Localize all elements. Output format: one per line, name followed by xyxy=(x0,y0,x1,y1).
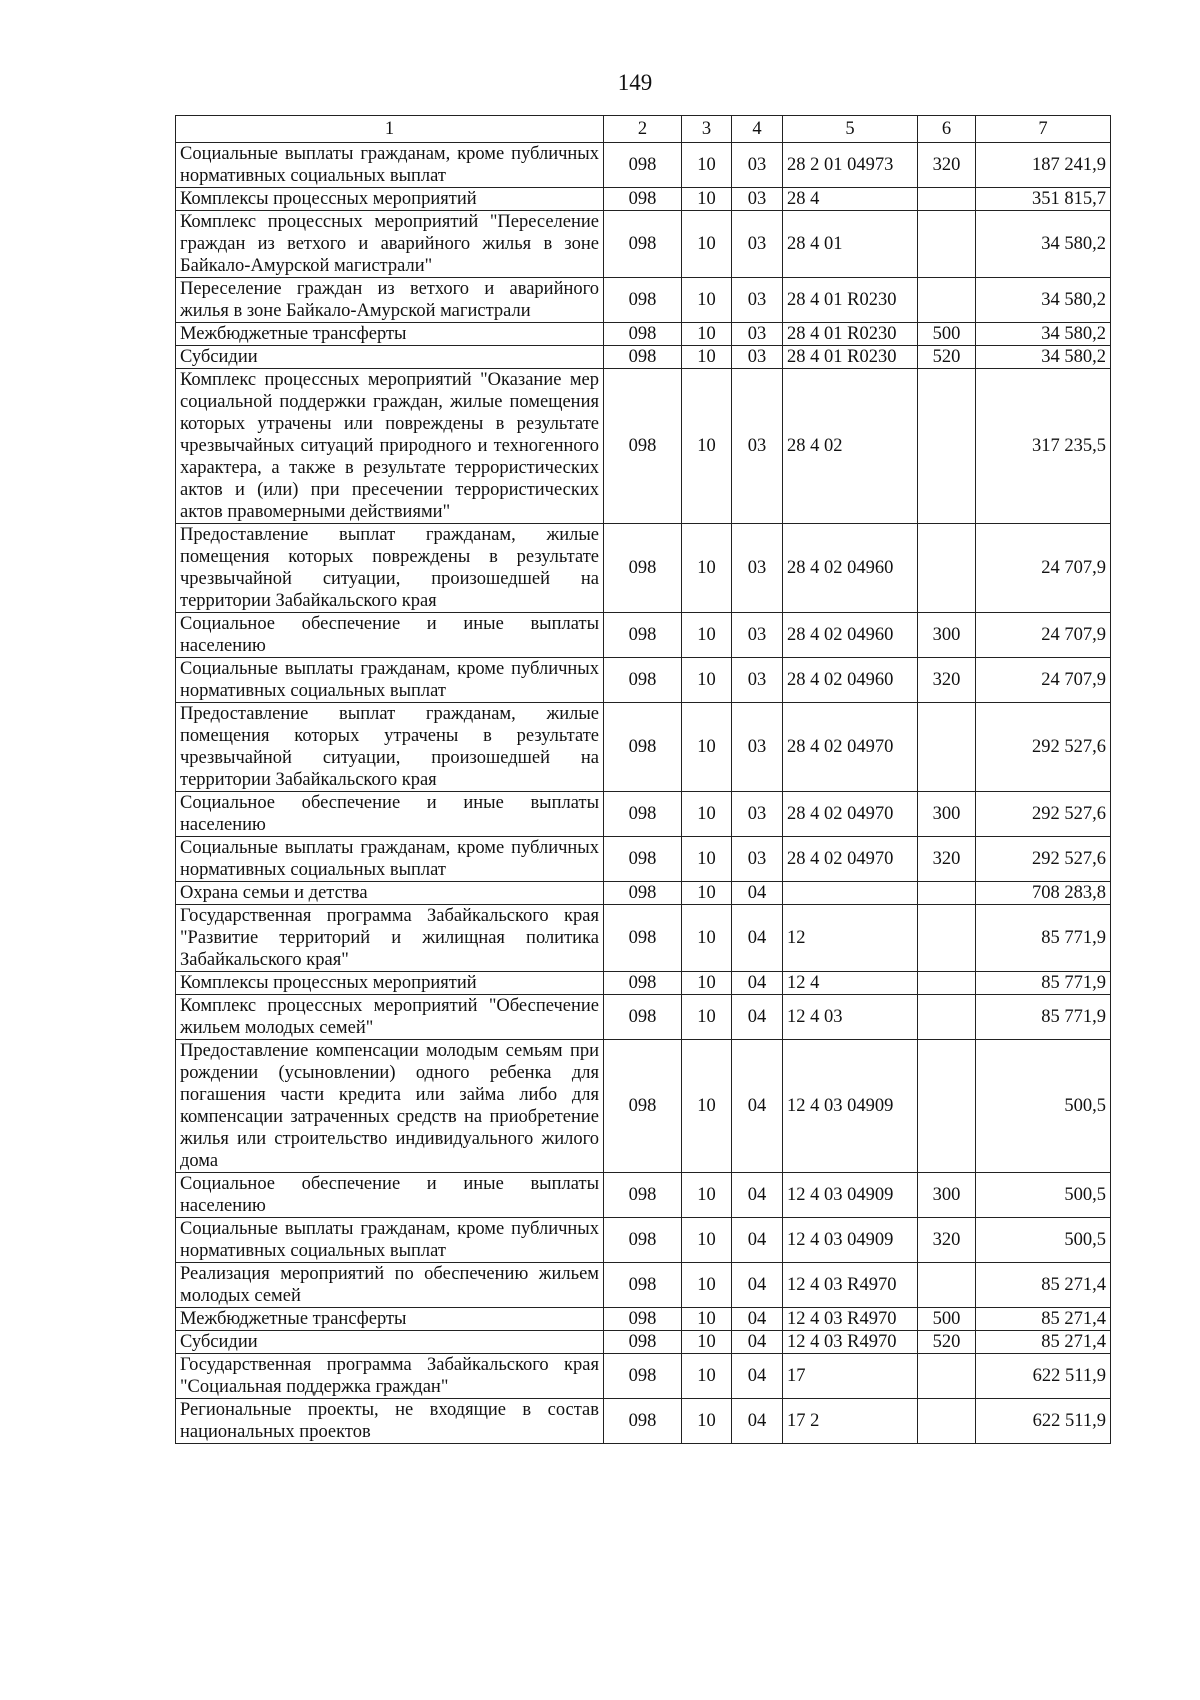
row-ministry-code: 098 xyxy=(604,703,682,792)
row-amount: 34 580,2 xyxy=(976,346,1111,369)
row-section: 10 xyxy=(682,1308,732,1331)
row-target-article: 12 xyxy=(783,905,918,972)
row-section: 10 xyxy=(682,882,732,905)
row-expense-type xyxy=(918,995,976,1040)
row-ministry-code: 098 xyxy=(604,346,682,369)
row-amount: 34 580,2 xyxy=(976,323,1111,346)
row-target-article: 12 4 03 R4970 xyxy=(783,1263,918,1308)
row-subsection: 03 xyxy=(732,323,783,346)
row-subsection: 03 xyxy=(732,346,783,369)
row-ministry-code: 098 xyxy=(604,143,682,188)
row-subsection: 04 xyxy=(732,972,783,995)
row-subsection: 04 xyxy=(732,995,783,1040)
row-expense-type: 500 xyxy=(918,1308,976,1331)
header-col-3: 3 xyxy=(682,116,732,143)
row-name: Предоставление компенсации молодым семьям при рождении (усыновлении) одного ребенка для погашения части кредита или займа либо для компенсации затраченных средств на приобретение жилья или строительство индивидуального жилого дома xyxy=(176,1040,604,1173)
row-name: Охрана семьи и детства xyxy=(176,882,604,905)
row-target-article: 12 4 03 04909 xyxy=(783,1173,918,1218)
row-name: Комплексы процессных мероприятий xyxy=(176,972,604,995)
table-row xyxy=(176,703,1111,792)
row-amount: 292 527,6 xyxy=(976,837,1111,882)
row-name: Субсидии xyxy=(176,346,604,369)
row-ministry-code: 098 xyxy=(604,995,682,1040)
row-amount: 85 771,9 xyxy=(976,995,1111,1040)
row-amount: 85 771,9 xyxy=(976,905,1111,972)
row-ministry-code: 098 xyxy=(604,792,682,837)
row-subsection: 03 xyxy=(732,188,783,211)
row-expense-type: 520 xyxy=(918,1331,976,1354)
row-name: Межбюджетные трансферты xyxy=(176,323,604,346)
table-row xyxy=(176,188,1111,211)
row-name: Государственная программа Забайкальского края "Социальная поддержка граждан" xyxy=(176,1354,604,1399)
row-section: 10 xyxy=(682,1040,732,1173)
row-section: 10 xyxy=(682,1263,732,1308)
row-target-article: 28 4 01 R0230 xyxy=(783,346,918,369)
row-expense-type: 320 xyxy=(918,837,976,882)
row-ministry-code: 098 xyxy=(604,524,682,613)
row-expense-type: 320 xyxy=(918,1218,976,1263)
row-ministry-code: 098 xyxy=(604,972,682,995)
row-amount: 500,5 xyxy=(976,1218,1111,1263)
row-amount: 317 235,5 xyxy=(976,369,1111,524)
row-target-article: 28 4 01 xyxy=(783,211,918,278)
row-ministry-code: 098 xyxy=(604,905,682,972)
table-row xyxy=(176,658,1111,703)
table-row xyxy=(176,905,1111,972)
row-target-article: 28 4 xyxy=(783,188,918,211)
table-row xyxy=(176,1354,1111,1399)
row-target-article: 28 2 01 04973 xyxy=(783,143,918,188)
row-name: Переселение граждан из ветхого и аварийного жилья в зоне Байкало-Амурской магистрали xyxy=(176,278,604,323)
table-row xyxy=(176,369,1111,524)
row-subsection: 03 xyxy=(732,143,783,188)
row-subsection: 04 xyxy=(732,1399,783,1444)
row-expense-type xyxy=(918,972,976,995)
row-target-article: 12 4 03 R4970 xyxy=(783,1331,918,1354)
row-target-article: 12 4 03 xyxy=(783,995,918,1040)
table-row xyxy=(176,524,1111,613)
row-expense-type xyxy=(918,1040,976,1173)
row-section: 10 xyxy=(682,703,732,792)
row-name: Социальное обеспечение и иные выплаты населению xyxy=(176,613,604,658)
table-row xyxy=(176,792,1111,837)
row-section: 10 xyxy=(682,658,732,703)
row-section: 10 xyxy=(682,278,732,323)
table-row xyxy=(176,143,1111,188)
row-target-article: 28 4 02 04960 xyxy=(783,524,918,613)
row-name: Предоставление выплат гражданам, жилые помещения которых повреждены в результате чрезвычайной ситуации, произошедшей на территории Забайкальского края xyxy=(176,524,604,613)
row-section: 10 xyxy=(682,613,732,658)
row-expense-type: 300 xyxy=(918,792,976,837)
table-row xyxy=(176,1040,1111,1173)
header-col-1: 1 xyxy=(176,116,604,143)
table-row xyxy=(176,995,1111,1040)
row-subsection: 04 xyxy=(732,1173,783,1218)
row-subsection: 03 xyxy=(732,703,783,792)
row-expense-type xyxy=(918,211,976,278)
row-subsection: 03 xyxy=(732,211,783,278)
row-name: Социальные выплаты гражданам, кроме публичных нормативных социальных выплат xyxy=(176,658,604,703)
row-name: Социальные выплаты гражданам, кроме публичных нормативных социальных выплат xyxy=(176,1218,604,1263)
row-expense-type xyxy=(918,278,976,323)
row-amount: 622 511,9 xyxy=(976,1354,1111,1399)
row-name: Комплексы процессных мероприятий xyxy=(176,188,604,211)
row-target-article: 28 4 02 04970 xyxy=(783,703,918,792)
row-subsection: 04 xyxy=(732,1040,783,1173)
row-amount: 85 271,4 xyxy=(976,1331,1111,1354)
header-col-7: 7 xyxy=(976,116,1111,143)
row-ministry-code: 098 xyxy=(604,323,682,346)
table-row xyxy=(176,972,1111,995)
header-col-4: 4 xyxy=(732,116,783,143)
row-expense-type xyxy=(918,188,976,211)
row-target-article: 12 4 03 04909 xyxy=(783,1040,918,1173)
table-row xyxy=(176,278,1111,323)
row-name: Межбюджетные трансферты xyxy=(176,1308,604,1331)
table-body xyxy=(176,143,1111,1444)
row-amount: 85 771,9 xyxy=(976,972,1111,995)
row-ministry-code: 098 xyxy=(604,837,682,882)
row-section: 10 xyxy=(682,369,732,524)
row-name: Социальное обеспечение и иные выплаты населению xyxy=(176,792,604,837)
row-ministry-code: 098 xyxy=(604,188,682,211)
table-header-row xyxy=(176,116,1111,143)
row-target-article: 12 4 03 04909 xyxy=(783,1218,918,1263)
row-ministry-code: 098 xyxy=(604,1331,682,1354)
row-name: Социальное обеспечение и иные выплаты населению xyxy=(176,1173,604,1218)
row-section: 10 xyxy=(682,1399,732,1444)
row-amount: 187 241,9 xyxy=(976,143,1111,188)
row-ministry-code: 098 xyxy=(604,882,682,905)
row-target-article: 28 4 02 04970 xyxy=(783,792,918,837)
row-expense-type xyxy=(918,882,976,905)
row-section: 10 xyxy=(682,1354,732,1399)
row-target-article: 28 4 02 04970 xyxy=(783,837,918,882)
row-expense-type xyxy=(918,1399,976,1444)
row-amount: 500,5 xyxy=(976,1040,1111,1173)
header-col-5: 5 xyxy=(783,116,918,143)
row-name: Комплекс процессных мероприятий "Переселение граждан из ветхого и аварийного жилья в зоне Байкало-Амурской магистрали" xyxy=(176,211,604,278)
row-ministry-code: 098 xyxy=(604,1308,682,1331)
row-name: Субсидии xyxy=(176,1331,604,1354)
table-row xyxy=(176,613,1111,658)
row-ministry-code: 098 xyxy=(604,1399,682,1444)
row-expense-type: 500 xyxy=(918,323,976,346)
row-expense-type: 520 xyxy=(918,346,976,369)
row-expense-type: 300 xyxy=(918,613,976,658)
row-name: Региональные проекты, не входящие в состав национальных проектов xyxy=(176,1399,604,1444)
row-name: Социальные выплаты гражданам, кроме публичных нормативных социальных выплат xyxy=(176,143,604,188)
table-row xyxy=(176,1218,1111,1263)
row-ministry-code: 098 xyxy=(604,1218,682,1263)
row-subsection: 03 xyxy=(732,369,783,524)
row-subsection: 03 xyxy=(732,837,783,882)
row-amount: 85 271,4 xyxy=(976,1308,1111,1331)
row-section: 10 xyxy=(682,323,732,346)
row-target-article: 12 4 xyxy=(783,972,918,995)
row-section: 10 xyxy=(682,837,732,882)
page-number: 149 xyxy=(617,70,653,95)
row-expense-type: 300 xyxy=(918,1173,976,1218)
row-expense-type xyxy=(918,703,976,792)
row-expense-type xyxy=(918,1263,976,1308)
table-row xyxy=(176,323,1111,346)
row-expense-type xyxy=(918,524,976,613)
row-section: 10 xyxy=(682,346,732,369)
row-ministry-code: 098 xyxy=(604,278,682,323)
row-subsection: 04 xyxy=(732,1263,783,1308)
row-subsection: 04 xyxy=(732,1354,783,1399)
row-name: Социальные выплаты гражданам, кроме публичных нормативных социальных выплат xyxy=(176,837,604,882)
row-ministry-code: 098 xyxy=(604,613,682,658)
row-target-article: 17 2 xyxy=(783,1399,918,1444)
row-amount: 85 271,4 xyxy=(976,1263,1111,1308)
row-section: 10 xyxy=(682,1173,732,1218)
table-row xyxy=(176,1308,1111,1331)
row-ministry-code: 098 xyxy=(604,658,682,703)
row-subsection: 04 xyxy=(732,1308,783,1331)
row-subsection: 03 xyxy=(732,613,783,658)
table-row xyxy=(176,1263,1111,1308)
table-row xyxy=(176,211,1111,278)
row-section: 10 xyxy=(682,524,732,613)
row-subsection: 04 xyxy=(732,1331,783,1354)
row-section: 10 xyxy=(682,792,732,837)
row-section: 10 xyxy=(682,905,732,972)
row-ministry-code: 098 xyxy=(604,1263,682,1308)
row-name: Предоставление выплат гражданам, жилые помещения которых утрачены в результате чрезвычайной ситуации, произошедшей на территории Забайкальского края xyxy=(176,703,604,792)
row-subsection: 04 xyxy=(732,905,783,972)
row-expense-type: 320 xyxy=(918,143,976,188)
row-amount: 24 707,9 xyxy=(976,613,1111,658)
row-target-article xyxy=(783,882,918,905)
row-section: 10 xyxy=(682,211,732,278)
row-target-article: 28 4 02 04960 xyxy=(783,613,918,658)
row-subsection: 03 xyxy=(732,792,783,837)
row-amount: 351 815,7 xyxy=(976,188,1111,211)
row-section: 10 xyxy=(682,1218,732,1263)
budget-table xyxy=(175,115,1111,1444)
row-ministry-code: 098 xyxy=(604,211,682,278)
row-subsection: 03 xyxy=(732,278,783,323)
row-amount: 292 527,6 xyxy=(976,703,1111,792)
row-ministry-code: 098 xyxy=(604,1173,682,1218)
table-row xyxy=(176,882,1111,905)
row-amount: 34 580,2 xyxy=(976,211,1111,278)
row-amount: 34 580,2 xyxy=(976,278,1111,323)
row-name: Государственная программа Забайкальского края "Развитие территорий и жилищная политика Забайкальского края" xyxy=(176,905,604,972)
row-target-article: 28 4 01 R0230 xyxy=(783,278,918,323)
table-row xyxy=(176,1331,1111,1354)
row-name: Реализация мероприятий по обеспечению жильем молодых семей xyxy=(176,1263,604,1308)
table-row xyxy=(176,1399,1111,1444)
row-amount: 292 527,6 xyxy=(976,792,1111,837)
row-target-article: 28 4 01 R0230 xyxy=(783,323,918,346)
row-expense-type xyxy=(918,905,976,972)
row-subsection: 03 xyxy=(732,658,783,703)
table-row xyxy=(176,837,1111,882)
row-ministry-code: 098 xyxy=(604,369,682,524)
table-row xyxy=(176,346,1111,369)
row-subsection: 03 xyxy=(732,524,783,613)
row-ministry-code: 098 xyxy=(604,1354,682,1399)
row-amount: 622 511,9 xyxy=(976,1399,1111,1444)
row-section: 10 xyxy=(682,972,732,995)
row-amount: 708 283,8 xyxy=(976,882,1111,905)
row-ministry-code: 098 xyxy=(604,1040,682,1173)
row-subsection: 04 xyxy=(732,882,783,905)
row-target-article: 12 4 03 R4970 xyxy=(783,1308,918,1331)
row-section: 10 xyxy=(682,143,732,188)
row-target-article: 17 xyxy=(783,1354,918,1399)
header-col-2: 2 xyxy=(604,116,682,143)
row-expense-type: 320 xyxy=(918,658,976,703)
row-expense-type xyxy=(918,1354,976,1399)
row-name: Комплекс процессных мероприятий "Оказание мер социальной поддержки граждан, жилые помещения которых утрачены или повреждены в результате чрезвычайных ситуаций природного и техногенного характера, а также в результате террористических актов и (или) при пресечении террористических актов правомерными действиями" xyxy=(176,369,604,524)
row-target-article: 28 4 02 xyxy=(783,369,918,524)
table-row xyxy=(176,1173,1111,1218)
row-name: Комплекс процессных мероприятий "Обеспечение жильем молодых семей" xyxy=(176,995,604,1040)
row-section: 10 xyxy=(682,1331,732,1354)
row-amount: 24 707,9 xyxy=(976,524,1111,613)
row-section: 10 xyxy=(682,995,732,1040)
row-subsection: 04 xyxy=(732,1218,783,1263)
row-amount: 24 707,9 xyxy=(976,658,1111,703)
row-target-article: 28 4 02 04960 xyxy=(783,658,918,703)
row-expense-type xyxy=(918,369,976,524)
row-section: 10 xyxy=(682,188,732,211)
row-amount: 500,5 xyxy=(976,1173,1111,1218)
header-col-6: 6 xyxy=(918,116,976,143)
